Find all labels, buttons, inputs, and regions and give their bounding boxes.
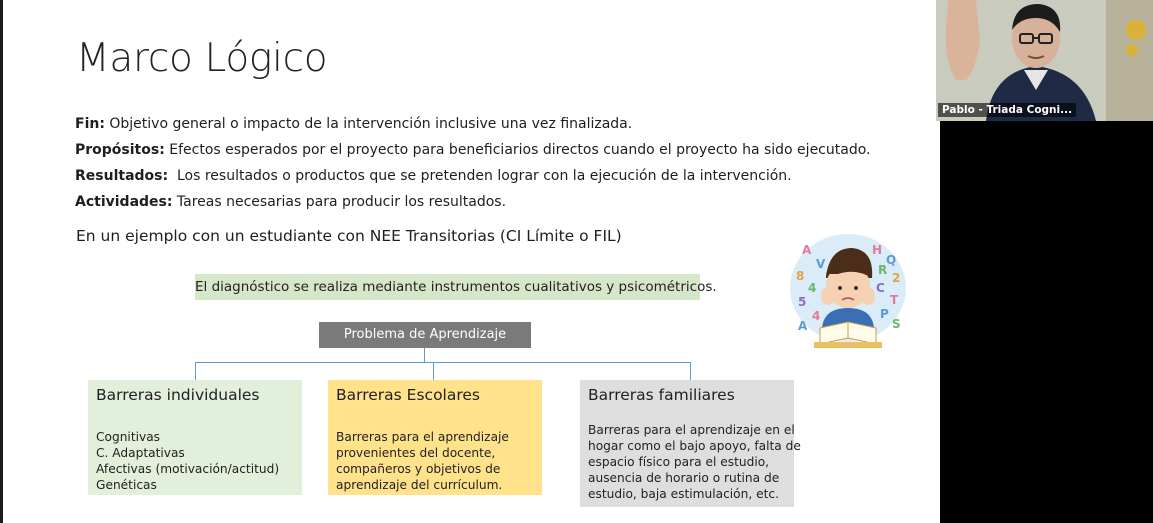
card-body [336,429,534,493]
connector-line [424,348,425,362]
card-line: compañeros y objetivos de [336,462,501,476]
definition-term: Fin: [75,116,105,132]
card-line: Barreras para el aprendizaje [336,430,509,444]
definition-text: Objetivo general o impacto de la intervención inclusive una vez finalizada. [104,116,633,132]
connector-line [195,362,691,363]
definition-text: Tareas necesarias para producir los resultados. [172,194,507,210]
svg-text:2: 2 [892,271,901,285]
diagnosis-box: El diagnóstico se realiza mediante instrumentos cualitativos y psicométricos. [195,274,700,300]
svg-text:T: T [890,293,899,307]
definition-term: Propósitos: [75,142,165,158]
definition-actividades [75,194,506,210]
card-line: Afectivas (motivación/actitud) [96,462,280,476]
card-title: Barreras familiares [588,386,735,404]
card-line: ausencia de horario o rutina de [588,471,780,485]
svg-text:V: V [816,257,826,271]
card-title: Barreras individuales [96,386,260,404]
svg-text:P: P [880,307,889,321]
definition-fin [75,116,632,132]
definition-resultados [75,168,792,184]
connector-line [690,362,691,380]
svg-text:Q: Q [886,253,897,267]
card-line: Cognitivas [96,430,161,444]
card-line: estudio, baja estimulación, etc. [588,487,779,501]
svg-text:8: 8 [796,269,805,283]
student-reading-icon [786,230,910,352]
card-line: provenientes del docente, [336,446,496,460]
svg-text:C: C [876,281,885,295]
definition-text: Efectos esperados por el proyecto para beneficiarios directos cuando el proyecto ha sido ejecutado. [164,142,871,158]
card-body [588,422,801,502]
card-line: Barreras para el aprendizaje en el [588,423,795,437]
definition-term: Resultados: [75,168,169,184]
card-barreras-individuales [88,380,302,495]
card-title: Barreras Escolares [336,386,480,404]
svg-text:5: 5 [798,295,807,309]
definition-propositos [75,142,870,158]
card-line: Genéticas [96,478,157,492]
svg-text:H: H [872,243,883,257]
svg-text:A: A [802,243,812,257]
connector-line [433,362,434,380]
definition-text: Los resultados o productos que se pretenden lograr con la ejecución de la intervención. [168,168,792,184]
card-barreras-escolares [328,380,542,495]
card-line: aprendizaje del currículum. [336,478,503,492]
participant-video-tile[interactable] [936,0,1153,121]
card-body [96,429,294,493]
card-barreras-familiares [580,380,801,507]
svg-text:S: S [892,317,901,331]
slide-left-edge [0,0,3,523]
example-text: En un ejemplo con un estudiante con NEE Transitorias (CI Límite o FIL) [76,227,622,245]
definition-term: Actividades: [75,194,173,210]
participant-name-label: Pablo - Triada Cogni... [938,103,1076,117]
svg-text:4: 4 [812,309,821,323]
svg-text:A: A [798,319,808,333]
card-line: C. Adaptativas [96,446,185,460]
card-line: hogar como el bajo apoyo, falta de [588,439,801,453]
problem-box: Problema de Aprendizaje [319,322,531,348]
svg-text:4: 4 [808,281,817,295]
slide-title: Marco Lógico [76,36,328,81]
connector-line [195,362,196,380]
svg-text:R: R [878,263,888,277]
card-line: espacio físico para el estudio, [588,455,770,469]
